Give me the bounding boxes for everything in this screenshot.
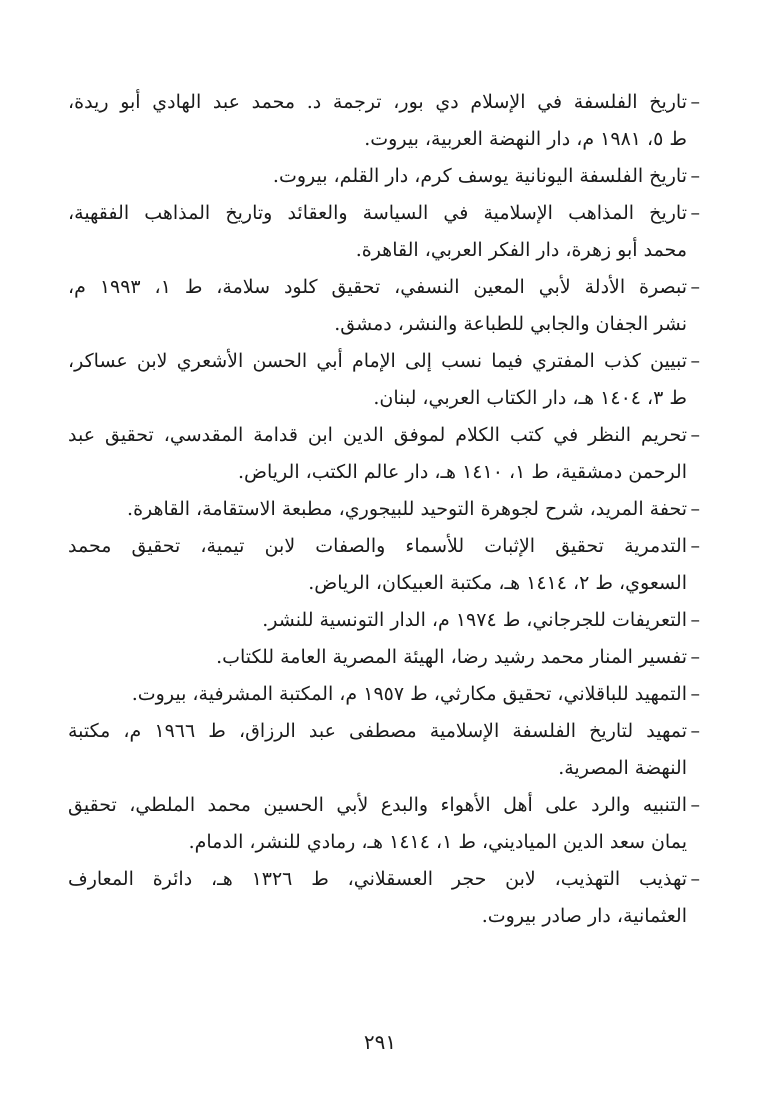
entry-bullet-dash: – [690, 91, 700, 113]
entry-text-line: تحفة المريد، شرح لجوهرة التوحيد للبيجوري، مطبعة الاستقامة، القاهرة. [127, 498, 687, 520]
entry-text-line: النهضة المصرية. [558, 757, 687, 779]
bibliography-entry [68, 639, 700, 676]
entry-text-line: ط ٣، ١٤٠٤ هـ، دار الكتاب العربي، لبنان. [373, 387, 687, 409]
bibliography-entry [68, 417, 700, 491]
entry-text-line: ط ٥، ١٩٨١ م، دار النهضة العربية، بيروت. [364, 128, 687, 150]
entry-text-line: التدمرية تحقيق الإثبات للأسماء والصفات لابن تيمية، تحقيق محمد [68, 535, 687, 557]
entry-text-line: تهذيب التهذيب، لابن حجر العسقلاني، ط ١٣٢٦ هـ، دائرة المعارف [68, 868, 687, 890]
bibliography-entry [68, 491, 700, 528]
bibliography-entry [68, 343, 700, 417]
bibliography-entry [68, 787, 700, 861]
entry-text-line: التمهيد للباقلاني، تحقيق مكارثي، ط ١٩٥٧ م، المكتبة المشرفية، بيروت. [131, 683, 687, 705]
entry-bullet-dash: – [690, 646, 700, 668]
bibliography-entry [68, 602, 700, 639]
entry-text-line: تمهيد لتاريخ الفلسفة الإسلامية مصطفى عبد الرزاق، ط ١٩٦٦ م، مكتبة [68, 720, 687, 742]
bibliography-entry [68, 676, 700, 713]
entry-bullet-dash: – [690, 276, 700, 298]
bibliography-entry [68, 713, 700, 787]
bibliography-entry [68, 195, 700, 269]
entry-text-line: محمد أبو زهرة، دار الفكر العربي، القاهرة. [355, 239, 687, 261]
entry-text-line: الرحمن دمشقية، ط ١، ١٤١٠ هـ، دار عالم الكتب، الرياض. [237, 461, 687, 483]
entry-text-line: التعريفات للجرجاني، ط ١٩٧٤ م، الدار التونسية للنشر. [262, 609, 687, 631]
entry-bullet-dash: – [690, 868, 700, 890]
entry-text-line: نشر الجفان والجابي للطباعة والنشر، دمشق. [334, 313, 687, 335]
entry-text-line: تبيين كذب المفتري فيما نسب إلى الإمام أبي الحسن الأشعري لابن عساكر، [68, 350, 687, 372]
entry-bullet-dash: – [690, 794, 700, 816]
entry-text-line: العثمانية، دار صادر بيروت. [481, 905, 687, 927]
entry-bullet-dash: – [690, 720, 700, 742]
bibliography-entry [68, 861, 700, 935]
entry-text-line: السعوي، ط ٢، ١٤١٤ هـ، مكتبة العبيكان، الرياض. [308, 572, 687, 594]
entry-bullet-dash: – [690, 202, 700, 224]
bibliography-entry [68, 84, 700, 158]
entry-bullet-dash: – [690, 535, 700, 557]
entry-bullet-dash: – [690, 165, 700, 187]
entry-text-line: تاريخ الفلسفة اليونانية يوسف كرم، دار القلم، بيروت. [272, 165, 687, 187]
entry-bullet-dash: – [690, 609, 700, 631]
entry-text-line: تفسير المنار محمد رشيد رضا، الهيئة المصرية العامة للكتاب. [216, 646, 687, 668]
bibliography-entry [68, 269, 700, 343]
entry-bullet-dash: – [690, 498, 700, 520]
bibliography-page [68, 84, 700, 1084]
entry-bullet-dash: – [690, 424, 700, 446]
entry-text-line: يمان سعد الدين المياديني، ط ١، ١٤١٤ هـ، رمادي للنشر، الدمام. [188, 831, 687, 853]
page-number: ٢٩١ [363, 1030, 397, 1054]
entry-text-line: تاريخ المذاهب الإسلامية في السياسة والعقائد وتاريخ المذاهب الفقهية، [68, 202, 687, 224]
bibliography-entry [68, 158, 700, 195]
entry-text-line: تحريم النظر في كتب الكلام لموفق الدين ابن قدامة المقدسي، تحقيق عبد [68, 424, 687, 446]
entry-text-line: تاريخ الفلسفة في الإسلام دي بور، ترجمة د. محمد عبد الهادي أبو ريدة، [68, 91, 687, 113]
bibliography-list [68, 84, 700, 935]
entry-text-line: التنبيه والرد على أهل الأهواء والبدع لأبي الحسين محمد الملطي، تحقيق [68, 794, 687, 816]
entry-bullet-dash: – [690, 683, 700, 705]
bibliography-entry [68, 528, 700, 602]
entry-bullet-dash: – [690, 350, 700, 372]
entry-text-line: تبصرة الأدلة لأبي المعين النسفي، تحقيق كلود سلامة، ط ١، ١٩٩٣ م، [68, 276, 687, 298]
